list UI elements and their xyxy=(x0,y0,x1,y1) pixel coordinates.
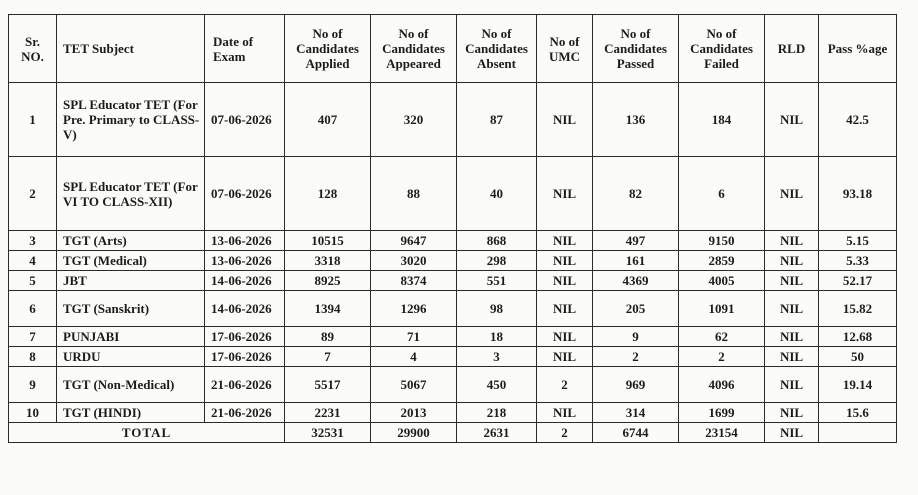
total-pass-pct-empty xyxy=(819,423,897,443)
cell-failed: 1091 xyxy=(679,291,765,327)
cell-umc: NIL xyxy=(537,403,593,423)
cell-pass-pct: 5.15 xyxy=(819,231,897,251)
cell-passed: 161 xyxy=(593,251,679,271)
cell-pass-pct: 19.14 xyxy=(819,367,897,403)
cell-subject: TGT (Medical) xyxy=(57,251,205,271)
cell-absent: 40 xyxy=(457,157,537,231)
cell-failed: 2 xyxy=(679,347,765,367)
total-umc: 2 xyxy=(537,423,593,443)
total-applied: 32531 xyxy=(285,423,371,443)
total-rld: NIL xyxy=(765,423,819,443)
cell-date: 07-06-2026 xyxy=(205,157,285,231)
cell-failed: 2859 xyxy=(679,251,765,271)
col-header-absent: No of Candidates Absent xyxy=(457,15,537,83)
col-header-pass-percentage: Pass %age xyxy=(819,15,897,83)
col-header-applied: No of Candidates Applied xyxy=(285,15,371,83)
col-header-umc: No of UMC xyxy=(537,15,593,83)
col-header-failed: No of Candidates Failed xyxy=(679,15,765,83)
cell-applied: 3318 xyxy=(285,251,371,271)
header-fragment xyxy=(418,0,678,5)
table-row xyxy=(9,231,897,251)
cell-absent: 551 xyxy=(457,271,537,291)
cell-applied: 10515 xyxy=(285,231,371,251)
cell-sr: 6 xyxy=(9,291,57,327)
cell-rld: NIL xyxy=(765,347,819,367)
cell-pass-pct: 12.68 xyxy=(819,327,897,347)
header-row xyxy=(9,15,897,83)
cell-umc: NIL xyxy=(537,327,593,347)
cell-umc: NIL xyxy=(537,83,593,157)
cell-appeared: 8374 xyxy=(371,271,457,291)
table-row xyxy=(9,291,897,327)
cell-appeared: 88 xyxy=(371,157,457,231)
table-row xyxy=(9,271,897,291)
cell-passed: 314 xyxy=(593,403,679,423)
cell-subject: SPL Educator TET (For Pre. Primary to CLASS- V) xyxy=(57,83,205,157)
cell-rld: NIL xyxy=(765,327,819,347)
cell-umc: NIL xyxy=(537,291,593,327)
cell-absent: 18 xyxy=(457,327,537,347)
cell-umc: NIL xyxy=(537,251,593,271)
cell-passed: 2 xyxy=(593,347,679,367)
cell-date: 07-06-2026 xyxy=(205,83,285,157)
table-row xyxy=(9,251,897,271)
tet-result-table xyxy=(8,14,897,443)
cell-absent: 87 xyxy=(457,83,537,157)
cell-sr: 1 xyxy=(9,83,57,157)
cell-sr: 3 xyxy=(9,231,57,251)
cell-rld: NIL xyxy=(765,83,819,157)
cell-rld: NIL xyxy=(765,291,819,327)
table-row xyxy=(9,367,897,403)
cell-failed: 4005 xyxy=(679,271,765,291)
cell-sr: 9 xyxy=(9,367,57,403)
cell-absent: 98 xyxy=(457,291,537,327)
cell-appeared: 2013 xyxy=(371,403,457,423)
total-appeared: 29900 xyxy=(371,423,457,443)
cell-umc: NIL xyxy=(537,347,593,367)
cell-pass-pct: 50 xyxy=(819,347,897,367)
cell-failed: 9150 xyxy=(679,231,765,251)
cell-subject: URDU xyxy=(57,347,205,367)
col-header-appeared: No of Candidates Appeared xyxy=(371,15,457,83)
cell-date: 17-06-2026 xyxy=(205,327,285,347)
cell-passed: 497 xyxy=(593,231,679,251)
cell-appeared: 5067 xyxy=(371,367,457,403)
cell-absent: 868 xyxy=(457,231,537,251)
cell-passed: 969 xyxy=(593,367,679,403)
cell-appeared: 4 xyxy=(371,347,457,367)
cell-umc: 2 xyxy=(537,367,593,403)
cell-applied: 407 xyxy=(285,83,371,157)
total-absent: 2631 xyxy=(457,423,537,443)
cell-passed: 4369 xyxy=(593,271,679,291)
cell-absent: 450 xyxy=(457,367,537,403)
cell-subject: TGT (Arts) xyxy=(57,231,205,251)
cell-applied: 7 xyxy=(285,347,371,367)
total-row xyxy=(9,423,897,443)
cell-rld: NIL xyxy=(765,157,819,231)
table-row xyxy=(9,83,897,157)
table-row xyxy=(9,347,897,367)
cell-date: 21-06-2026 xyxy=(205,367,285,403)
cell-applied: 128 xyxy=(285,157,371,231)
cell-pass-pct: 15.6 xyxy=(819,403,897,423)
cell-subject: TGT (HINDI) xyxy=(57,403,205,423)
cell-date: 13-06-2026 xyxy=(205,231,285,251)
col-header-tet-subject: TET Subject xyxy=(57,15,205,83)
cell-subject: PUNJABI xyxy=(57,327,205,347)
cell-subject: TGT (Non-Medical) xyxy=(57,367,205,403)
cell-applied: 2231 xyxy=(285,403,371,423)
cell-pass-pct: 52.17 xyxy=(819,271,897,291)
total-label: TOTAL xyxy=(9,423,285,443)
cell-sr: 2 xyxy=(9,157,57,231)
cell-passed: 205 xyxy=(593,291,679,327)
col-header-passed: No of Candidates Passed xyxy=(593,15,679,83)
cell-absent: 298 xyxy=(457,251,537,271)
col-header-sr-no: Sr. NO. xyxy=(9,15,57,83)
cell-pass-pct: 5.33 xyxy=(819,251,897,271)
table-row xyxy=(9,157,897,231)
cell-umc: NIL xyxy=(537,271,593,291)
cell-subject: JBT xyxy=(57,271,205,291)
cell-date: 21-06-2026 xyxy=(205,403,285,423)
cell-passed: 136 xyxy=(593,83,679,157)
cell-date: 14-06-2026 xyxy=(205,291,285,327)
total-failed: 23154 xyxy=(679,423,765,443)
cell-sr: 8 xyxy=(9,347,57,367)
cell-date: 14-06-2026 xyxy=(205,271,285,291)
col-header-date-of-exam: Date of Exam xyxy=(205,15,285,83)
cell-failed: 1699 xyxy=(679,403,765,423)
cell-failed: 6 xyxy=(679,157,765,231)
cell-rld: NIL xyxy=(765,251,819,271)
cell-applied: 1394 xyxy=(285,291,371,327)
cell-sr: 4 xyxy=(9,251,57,271)
cell-sr: 10 xyxy=(9,403,57,423)
cell-date: 13-06-2026 xyxy=(205,251,285,271)
cell-rld: NIL xyxy=(765,367,819,403)
cell-passed: 9 xyxy=(593,327,679,347)
cell-appeared: 1296 xyxy=(371,291,457,327)
cell-sr: 7 xyxy=(9,327,57,347)
cell-subject: TGT (Sanskrit) xyxy=(57,291,205,327)
cell-absent: 218 xyxy=(457,403,537,423)
table-row xyxy=(9,327,897,347)
col-header-rld: RLD xyxy=(765,15,819,83)
cell-subject: SPL Educator TET (For VI TO CLASS-XII) xyxy=(57,157,205,231)
total-passed: 6744 xyxy=(593,423,679,443)
cell-date: 17-06-2026 xyxy=(205,347,285,367)
cell-pass-pct: 42.5 xyxy=(819,83,897,157)
cell-rld: NIL xyxy=(765,231,819,251)
table-row xyxy=(9,403,897,423)
cell-pass-pct: 15.82 xyxy=(819,291,897,327)
cell-applied: 89 xyxy=(285,327,371,347)
cell-pass-pct: 93.18 xyxy=(819,157,897,231)
cell-appeared: 71 xyxy=(371,327,457,347)
cell-absent: 3 xyxy=(457,347,537,367)
cell-applied: 5517 xyxy=(285,367,371,403)
cell-sr: 5 xyxy=(9,271,57,291)
cell-failed: 62 xyxy=(679,327,765,347)
cell-failed: 4096 xyxy=(679,367,765,403)
cell-passed: 82 xyxy=(593,157,679,231)
cell-umc: NIL xyxy=(537,231,593,251)
cell-rld: NIL xyxy=(765,271,819,291)
cell-applied: 8925 xyxy=(285,271,371,291)
cell-rld: NIL xyxy=(765,403,819,423)
cell-appeared: 3020 xyxy=(371,251,457,271)
cell-appeared: 320 xyxy=(371,83,457,157)
cell-failed: 184 xyxy=(679,83,765,157)
cell-umc: NIL xyxy=(537,157,593,231)
cell-appeared: 9647 xyxy=(371,231,457,251)
